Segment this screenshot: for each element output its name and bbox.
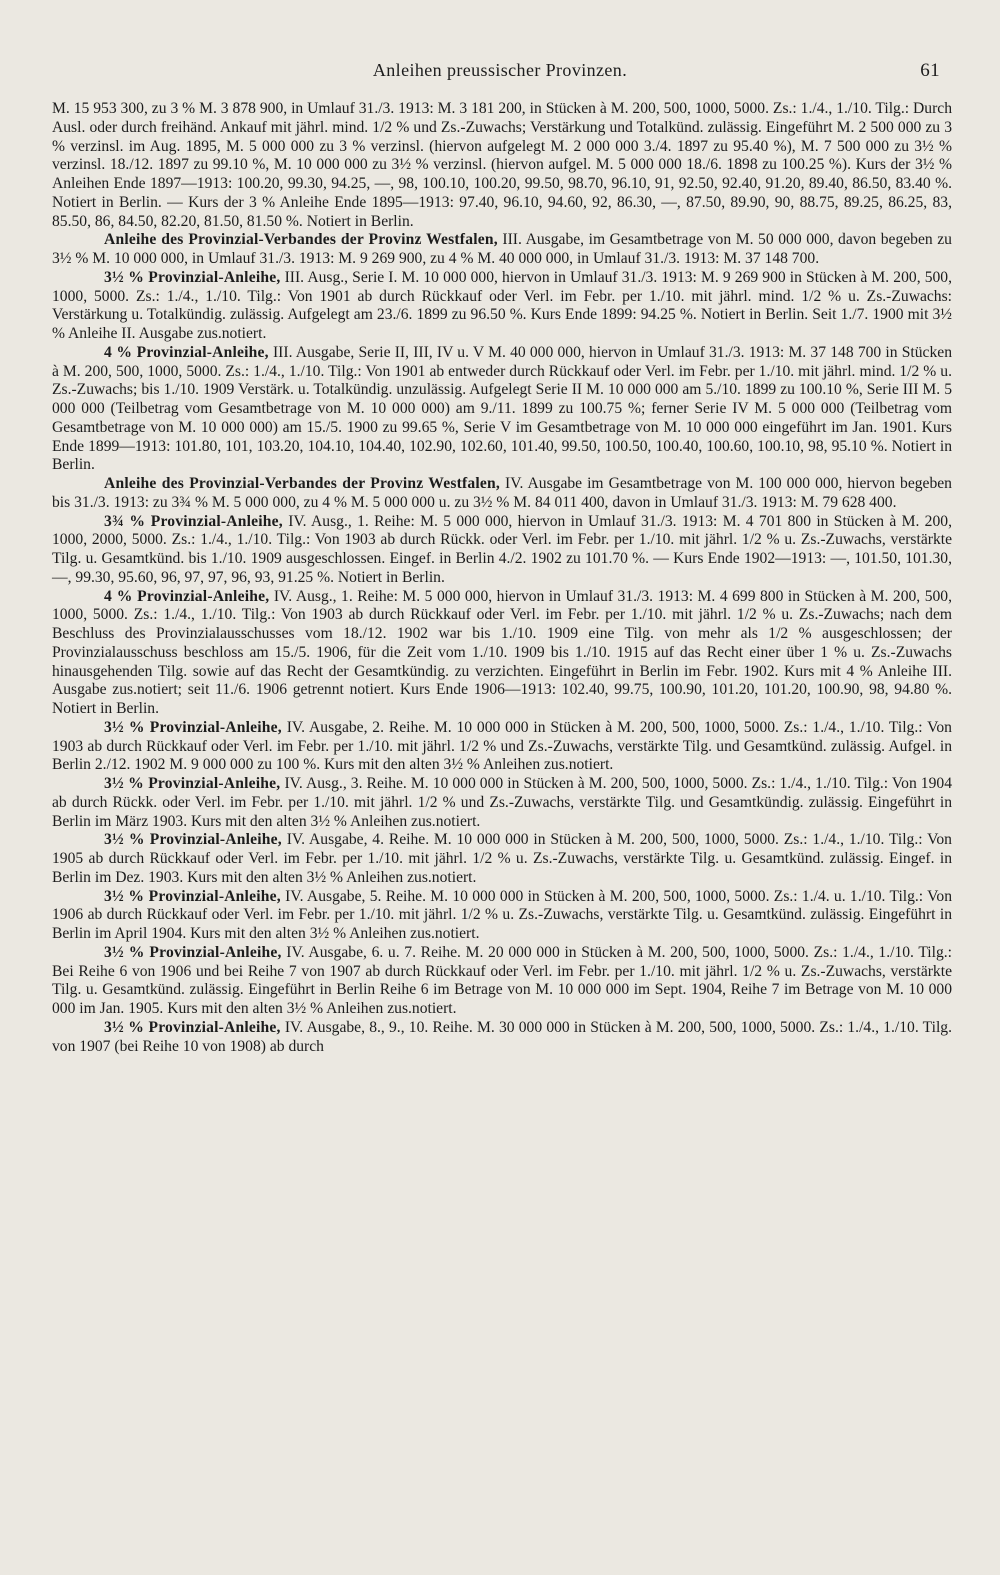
page-number: 61	[920, 60, 940, 81]
paragraph-text: M. 15 953 300, zu 3 % M. 3 878 900, in Umlauf 31./3. 1913: M. 3 181 200, in Stücken à M. 200, 500, 1000, 5000. Zs.: 1./4., 1./10. Tilg.: Durch Ausl. oder durch freihänd. Ankauf mit jährl. mind. 1/2 % und Zs.-Zuwachs; Verstärkung und Totalkünd. zulässig. Eingeführt M. 2 500 000 zu 3 % verzinsl. im Aug. 1895, M. 5 000 000 zu 3 % verzinsl. (hiervon aufgelegt M. 2 000 000 3./4. 1897 zu 95.40 %), M. 7 500 000 zu 3½ % verzinsl. 18./12. 1897 zu 99.10 %, M. 10 000 000 zu 3½ % verzinsl. (hiervon aufgel. M. 5 000 000 18./6. 1898 zu 100.25 %). Kurs der 3½ % Anleihen Ende 1897—1913: 100.20, 99.30, 94.25, —, 98, 100.10, 100.20, 99.50, 98.70, 96.10, 91, 92.50, 92.40, 91.20, 89.40, 86.50, 83.40 %. Notiert in Berlin. — Kurs der 3 % Anleihe Ende 1895—1913: 97.40, 96.10, 94.60, 92, 86.30, —, 87.50, 89.90, 90, 88.75, 89.25, 86.25, 83, 85.50, 86, 84.50, 82.20, 81.50, 81.50 %. Notiert in Berlin.	[52, 100, 952, 230]
paragraph	[52, 775, 952, 831]
entry-heading: 3½ % Provinzial-Anleihe,	[104, 831, 282, 849]
entry-heading: 3¾ % Provinzial-Anleihe,	[104, 512, 283, 530]
paragraph	[52, 588, 952, 719]
entry-heading: Anleihe des Provinzial-Verbandes der Provinz Westfalen,	[104, 231, 498, 249]
paragraph-text: IV. Ausg., 1. Reihe: M. 5 000 000, hiervon in Umlauf 31./3. 1913: M. 4 699 800 in Stücken à M. 200, 500, 1000, 5000. Zs.: 1./4., 1./10. Tilg.: Von 1903 ab durch Rückkauf oder Verl. im Febr. per 1./10. mit jährl. 1/2 % u. Zs.-Zuwachs; nach dem Beschluss des Provinzialausschusses vom 18./12. 1902 war bis 1./10. 1909 eine Tilg. von mehr als 1/2 % ausgeschlossen; der Provinzialausschuss beschloss am 15./5. 1906, für die Zeit vom 1./10. 1909 bis 1./10. 1915 auf das Recht einer über 1 % u. Zs.-Zuwachs hinausgehenden Tilg. sowie auf das Recht der Gesamtkündig. zu verzichten. Eingeführt in Berlin im Febr. 1902. Kurs mit 4 % Anleihe III. Ausgabe zus.notiert; seit 11./6. 1906 getrennt notiert. Kurs Ende 1906—1913: 102.40, 99.75, 100.90, 101.20, 101.20, 100.90, 98, 94.80 %. Notiert in Berlin.	[52, 587, 952, 717]
paragraph-text: III. Ausgabe, im Gesamtbetrage von M. 50 000 000, davon begeben zu 3½ % M. 10 000 000, in Umlauf 31./3. 1913: M. 9 269 900, zu 4 % M. 40 000 000, in Umlauf 31./3. 1913: M. 37 148 700.	[52, 231, 952, 267]
entry-heading: 4 % Provinzial-Anleihe,	[104, 343, 269, 361]
paragraph-text: III. Ausgabe, Serie II, III, IV u. V M. 40 000 000, hiervon in Umlauf 31./3. 1913: M. 37 148 700 in Stücken à M. 200, 500, 1000, 5000. Zs.: 1./4., 1./10. Tilg.: Von 1901 ab entweder durch Rückkauf oder Verl. im Febr. per 1./10. mit jährl. mind. 1/2 % u. Zs.-Zuwachs; bis 1./10. 1909 Verstärk. u. Totalkündig. unzulässig. Aufgelegt Serie II M. 10 000 000 am 5./10. 1899 zu 100.10 %, Serie III M. 5 000 000 (Teilbetrag vom Gesamtbetrage von M. 10 000 000) am 9./11. 1899 zu 100.75 %; ferner Serie IV M. 5 000 000 (Teilbetrag vom Gesamtbetrage von M. 10 000 000) am 15./5. 1900 zu 99.65 %, Serie V im Gesamtbetrage von M. 10 000 000 eingeführt im Jan. 1901. Kurs Ende 1899—1913: 101.80, 101, 103.20, 104.10, 104.40, 102.90, 102.60, 101.40, 99.50, 100.50, 100.40, 100.60, 100.10, 98, 95.10 %. Notiert in Berlin.	[52, 343, 952, 474]
paragraph	[52, 1019, 952, 1057]
entry-heading: 3½ % Provinzial-Anleihe,	[104, 268, 281, 286]
entry-heading: 3½ % Provinzial-Anleihe,	[104, 887, 281, 905]
entry-heading: 3½ % Provinzial-Anleihe,	[104, 943, 282, 961]
entry-heading: 3½ % Provinzial-Anleihe,	[104, 775, 281, 792]
paragraph-text: IV. Ausgabe im Gesamtbetrage von M. 100 000 000, hiervon begeben bis 31./3. 1913: zu 3¾ % M. 5 000 000, zu 4 % M. 5 000 000 u. zu 3½ % M. 84 011 400, davon in Umlauf 31./3. 1913: M. 79 628 400.	[52, 475, 952, 511]
paragraph	[52, 100, 952, 231]
paragraph	[52, 888, 952, 944]
paragraph	[52, 831, 952, 887]
body-text	[52, 100, 952, 1056]
paragraph-text: IV. Ausgabe, 8., 9., 10. Reihe. M. 30 000 000 in Stücken à M. 200, 500, 1000, 5000. Zs.: 1./4., 1./10. Tilg. von 1907 (bei Reihe 10 von 1908) ab durch	[52, 1018, 952, 1055]
paragraph	[52, 513, 952, 588]
paragraph	[52, 475, 952, 513]
paragraph	[52, 344, 952, 475]
paragraph-text: IV. Ausgabe, 6. u. 7. Reihe. M. 20 000 000 in Stücken à M. 200, 500, 1000, 5000. Zs.: 1./4., 1./10. Tilg.: Bei Reihe 6 von 1906 und bei Reihe 7 von 1907 ab durch Rückkauf oder Verl. im Febr. per 1./10. mit jährl. 1/2 % u. Zs.-Zuwachs, verstärkte Tilg. u. Gesamtkünd. zulässig. Eingeführt in Berlin Reihe 6 im Betrage von M. 10 000 000 im Sept. 1904, Reihe 7 im Betrage von M. 10 000 000 im Jan. 1905. Kurs mit den alten 3½ % Anleihen zus.notiert.	[52, 943, 952, 1017]
paragraph-text: IV. Ausgabe, 2. Reihe. M. 10 000 000 in Stücken à M. 200, 500, 1000, 5000. Zs.: 1./4., 1./10. Tilg.: Von 1903 ab durch Rückkauf oder Verl. im Febr. per 1./10. mit jährl. 1/2 % und Zs.-Zuwachs, verstärkte Tilg. und Gesamtkünd. zulässig. Aufgel. in Berlin 2./12. 1902 M. 9 000 000 zu 100 %. Kurs mit den alten 3½ % Anleihen zus.notiert.	[52, 718, 952, 774]
paragraph	[52, 719, 952, 775]
entry-heading: 3½ % Provinzial-Anleihe,	[104, 1018, 281, 1036]
entry-heading: 4 % Provinzial-Anleihe,	[104, 587, 270, 605]
paragraph	[52, 269, 952, 344]
paragraph-text: III. Ausg., Serie I. M. 10 000 000, hiervon in Umlauf 31./3. 1913: M. 9 269 900 in Stücken à M. 200, 500, 1000, 5000. Zs.: 1./4., 1./10. Tilg.: Von 1901 ab durch Rückkauf oder Verl. im Febr. per 1./10. mit jährl. mind. 1/2 % u. Zs.-Zuwachs: Verstärkung u. Totalkündig. zulässig. Aufgelegt am 23./6. 1899 zu 96.50 %. Kurs Ende 1899: 94.25 %. Notiert in Berlin. Seit 1./7. 1900 mit 3½ % Anleihe II. Ausgabe zus.notiert.	[52, 268, 952, 342]
entry-heading: 3½ % Provinzial-Anleihe,	[104, 718, 282, 736]
paragraph-text: IV. Ausg., 1. Reihe: M. 5 000 000, hiervon in Umlauf 31./3. 1913: M. 4 701 800 in Stücken à M. 200, 1000, 2000, 5000. Zs.: 1./4., 1./10. Tilg.: Von 1903 ab durch Rückk. oder Verl. im Febr. per 1./10. mit jährl. 1/2 % u. Zs.-Zuwachs, verstärkte Tilg. u. Gesamtkünd. bis 1./10. 1909 ausgeschlossen. Eingef. in Berlin 4./2. 1902 zu 101.70 %. — Kurs Ende 1902—1913: —, 101.50, 101.30, —, 99.30, 95.60, 96, 97, 97, 96, 93, 91.25 %. Notiert in Berlin.	[52, 512, 952, 586]
paragraph-text: IV. Ausgabe, 4. Reihe. M. 10 000 000 in Stücken à M. 200, 500, 1000, 5000. Zs.: 1./4., 1./10. Tilg.: Von 1905 ab durch Rückkauf oder Verl. im Febr. per 1./10. mit jährl. 1/2 % u. Zs.-Zuwachs, verstärkte Tilg. u. Gesamtkünd. zulässig. Eingef. in Berlin im Dez. 1903. Kurs mit den alten 3½ % Anleihen zus.notiert.	[52, 831, 952, 886]
paragraph-text: IV. Ausg., 3. Reihe. M. 10 000 000 in Stücken à M. 200, 500, 1000, 5000. Zs.: 1./4., 1./10. Tilg.: Von 1904 ab durch Rückk. oder Verl. im Febr. per 1./10. mit jährl. 1/2 % und Zs.-Zuwachs, verstärkte Tilg. und Gesamtkündig. zulässig. Eingeführt in Berlin im März 1903. Kurs mit den alten 3½ % Anleihen zus.notiert.	[52, 775, 952, 830]
running-title: Anleihen preussischer Provinzen.	[372, 60, 628, 80]
paragraph-text: IV. Ausgabe, 5. Reihe. M. 10 000 000 in Stücken à M. 200, 500, 1000, 5000. Zs.: 1./4. u. 1./10. Tilg.: Von 1906 ab durch Rückkauf oder Verl. im Febr. per 1./10. mit jährl. 1/2 % u. Zs.-Zuwachs, verstärkte Tilg. u. Gesamtkünd. zulässig. Eingeführt in Berlin im April 1904. Kurs mit den alten 3½ % Anleihen zus.notiert.	[52, 887, 952, 942]
entry-heading: Anleihe des Provinzial-Verbandes der Provinz Westfalen,	[104, 475, 501, 492]
paragraph	[52, 944, 952, 1019]
paragraph	[52, 231, 952, 269]
